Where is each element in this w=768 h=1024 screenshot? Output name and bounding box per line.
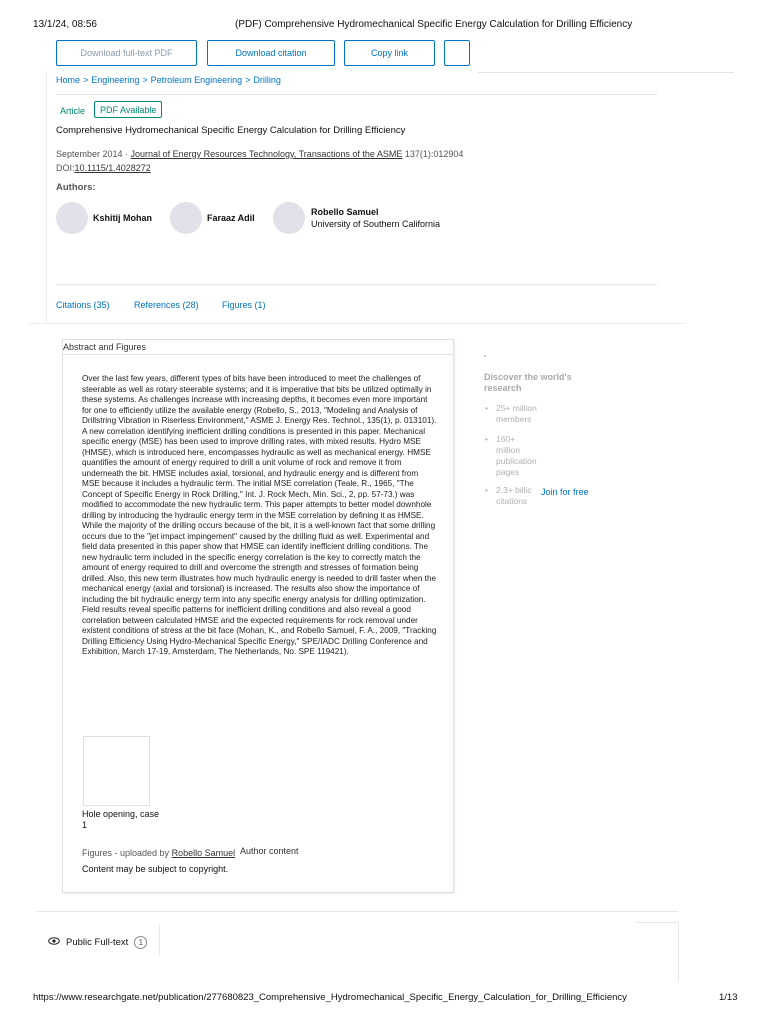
sidebar-heading: Discover the world's research (484, 372, 572, 393)
download-citation-button[interactable]: Download citation (207, 40, 335, 66)
header-divider (478, 72, 734, 73)
chevron-right-icon: > (245, 75, 251, 85)
figure-caption: Hole opening, case 1 (82, 809, 160, 830)
publication-meta (56, 149, 463, 159)
avatar[interactable] (170, 202, 202, 234)
abstract-card (62, 339, 454, 893)
breadcrumb-home[interactable]: Home (56, 75, 81, 85)
breadcrumb-drilling[interactable]: Drilling (253, 75, 281, 85)
figures-uploaded-by (82, 848, 235, 858)
tabs-bottom-divider (28, 323, 686, 324)
download-pdf-button[interactable]: Download full-text PDF (56, 40, 197, 66)
content-left-border (46, 72, 47, 322)
tab-references[interactable]: References (28) (134, 300, 199, 310)
join-for-free-link[interactable]: Join for free (541, 487, 589, 497)
print-date: 13/1/24, 08:56 (33, 19, 97, 30)
authors-label: Authors: (56, 182, 96, 193)
sidebar-dot (484, 355, 486, 357)
meta-separator: · (122, 149, 131, 159)
publication-date: September 2014 (56, 149, 123, 159)
journal-link[interactable]: Journal of Energy Resources Technology, Transactions of the ASME (130, 149, 403, 159)
doi-link[interactable]: 10.1115/1.4028272 (74, 163, 151, 173)
bullet-icon: • (485, 434, 488, 444)
print-url: https://www.researchgate.net/publication/277680823_Comprehensive_Hydromechanical_Specific_Energy_Calculation_for_Drilling_Efficiency (33, 992, 627, 1003)
abstract-card-title: Abstract and Figures (63, 342, 147, 352)
chevron-right-icon: > (83, 75, 89, 85)
breadcrumb (56, 75, 281, 85)
more-options-button[interactable] (444, 40, 470, 66)
copy-link-button[interactable]: Copy link (344, 40, 435, 66)
print-page-number: 1/13 (719, 992, 738, 1003)
sidebar-stat-item (485, 434, 545, 482)
figure-thumbnail[interactable] (83, 736, 150, 806)
tab-figures[interactable]: Figures (1) (222, 300, 266, 310)
sidebar-stat-item (485, 403, 545, 427)
chevron-right-icon: > (142, 75, 148, 85)
abstract-text: Over the last few years, different types of bits have been introduced to meet the challenges of steerable as well as rotary steerable systems; and it is imperative that bits be utilized optimally in these systems. As challenges increase with increasing depths, it becomes even more important for one to efficiently utilize the available energy (Robello, S., 2013, "Modeling and Analysis of Drillstring Vibration in Riserless Environment," ASME J. Energy Res. Technol., 135(1), p. 013101). A new correlation identifying inefficient drilling conditions is presented in this paper. Mechanical specific energy (MSE) has been used to improve drilling rates, with mixed results. Hydro MSE (HMSE), which is introduced here, encompasses hydraulic as well as mechanical energy. HMSE quantifies the amount of energy required to drill a unit volume of rock and remove it from underneath the bit. HMSE includes axial, torsional, and hydraulic energy and is different from MSE because it includes a hydraulic term. The initial MSE correlation (Teale, R., 1965, "The Concept of Specific Energy in Rock Drilling," Int. J. Rock Mech. Min. Sci., 2, pp. 57-73.) was modified to accommodate the new hydraulic term. This paper attempts to better model downhole drilling by introducing the hydraulic energy term in the MSE correlation by defining it as HMSE. While the majority of the drilling occurs because of the bit, it is a well-known fact that some drilling occurs due to the "jet impact impingement" caused by the drilling fluid as well. Experimental and field data presented in this paper show that HMSE can identify inefficient drilling conditions. The new hydraulic term included in the specific energy correlation is the key to correctly match the amount of energy required to drill and overcome the strength and stresses of formation being drilled. Also, this new term illustrates how much hydraulic energy is needed to drill faster when the mechanical energy (axial and torsional) is increased. The results also show the importance of including the bit hydraulic energy term into any specific energy analysis for drilling optimization. Field results reveal specific patterns for inefficient drilling conditions and also reveal a good correlation between calculated HMSE and the expected requirements for rock removal under existent conditions of stress at the bit face (Mohan, K., and Robello Samuel, F. A., 2009, "Tracking Drilling Efficiency Using Hydro-Mechanical Specific Energy," SPE/IADC Drilling Conference and Exhibition, March 17-19, Amsterdam, The Netherlands, No. SPE 119421). (82, 374, 437, 656)
author-name[interactable]: Robello Samuel (311, 207, 379, 217)
public-fulltext-label: Public Full-text (66, 937, 129, 948)
avatar[interactable] (273, 202, 305, 234)
author-name[interactable]: Faraaz Adil (207, 213, 255, 223)
journal-volume: 137(1):012904 (402, 149, 464, 159)
tab-citations[interactable]: Citations (35) (56, 300, 110, 310)
breadcrumb-engineering[interactable]: Engineering (91, 75, 140, 85)
tabs-divider (56, 284, 657, 285)
sidebar-stat-text: 160+ million publication pages (496, 434, 537, 477)
panel-border (678, 922, 679, 982)
sidebar-stat-item (485, 485, 545, 509)
section-divider (36, 911, 678, 912)
copyright-note: Content may be subject to copyright. (82, 864, 229, 874)
panel-border (636, 922, 678, 923)
uploaded-by-prefix: Figures - uploaded by (82, 848, 172, 858)
public-fulltext-tab[interactable] (48, 936, 147, 949)
author-affiliation: University of Southern California (311, 219, 441, 229)
public-fulltext-count: 1 (134, 936, 147, 949)
pdf-available-badge: PDF Available (94, 101, 162, 118)
breadcrumb-divider (56, 94, 657, 95)
print-page-title: (PDF) Comprehensive Hydromechanical Specific Energy Calculation for Drilling Efficiency (235, 19, 633, 30)
eye-icon (48, 937, 60, 948)
sidebar-stat-text: 2.3+ billic citations (496, 485, 532, 506)
bullet-icon: • (485, 485, 488, 495)
paper-title: Comprehensive Hydromechanical Specific Energy Calculation for Drilling Efficiency (56, 125, 406, 136)
article-type-badge: Article (60, 105, 86, 116)
avatar[interactable] (56, 202, 88, 234)
uploader-link[interactable]: Robello Samuel (171, 848, 236, 858)
author-content-badge: Author content (240, 846, 299, 856)
tab-divider (159, 925, 160, 955)
bullet-icon: • (485, 403, 488, 413)
breadcrumb-petroleum-engineering[interactable]: Petroleum Engineering (150, 75, 243, 85)
doi-label: DOI: (56, 163, 75, 173)
doi-line (56, 163, 151, 173)
author-name[interactable]: Kshitij Mohan (93, 213, 152, 223)
sidebar-stat-text: 25+ million members (496, 403, 537, 424)
